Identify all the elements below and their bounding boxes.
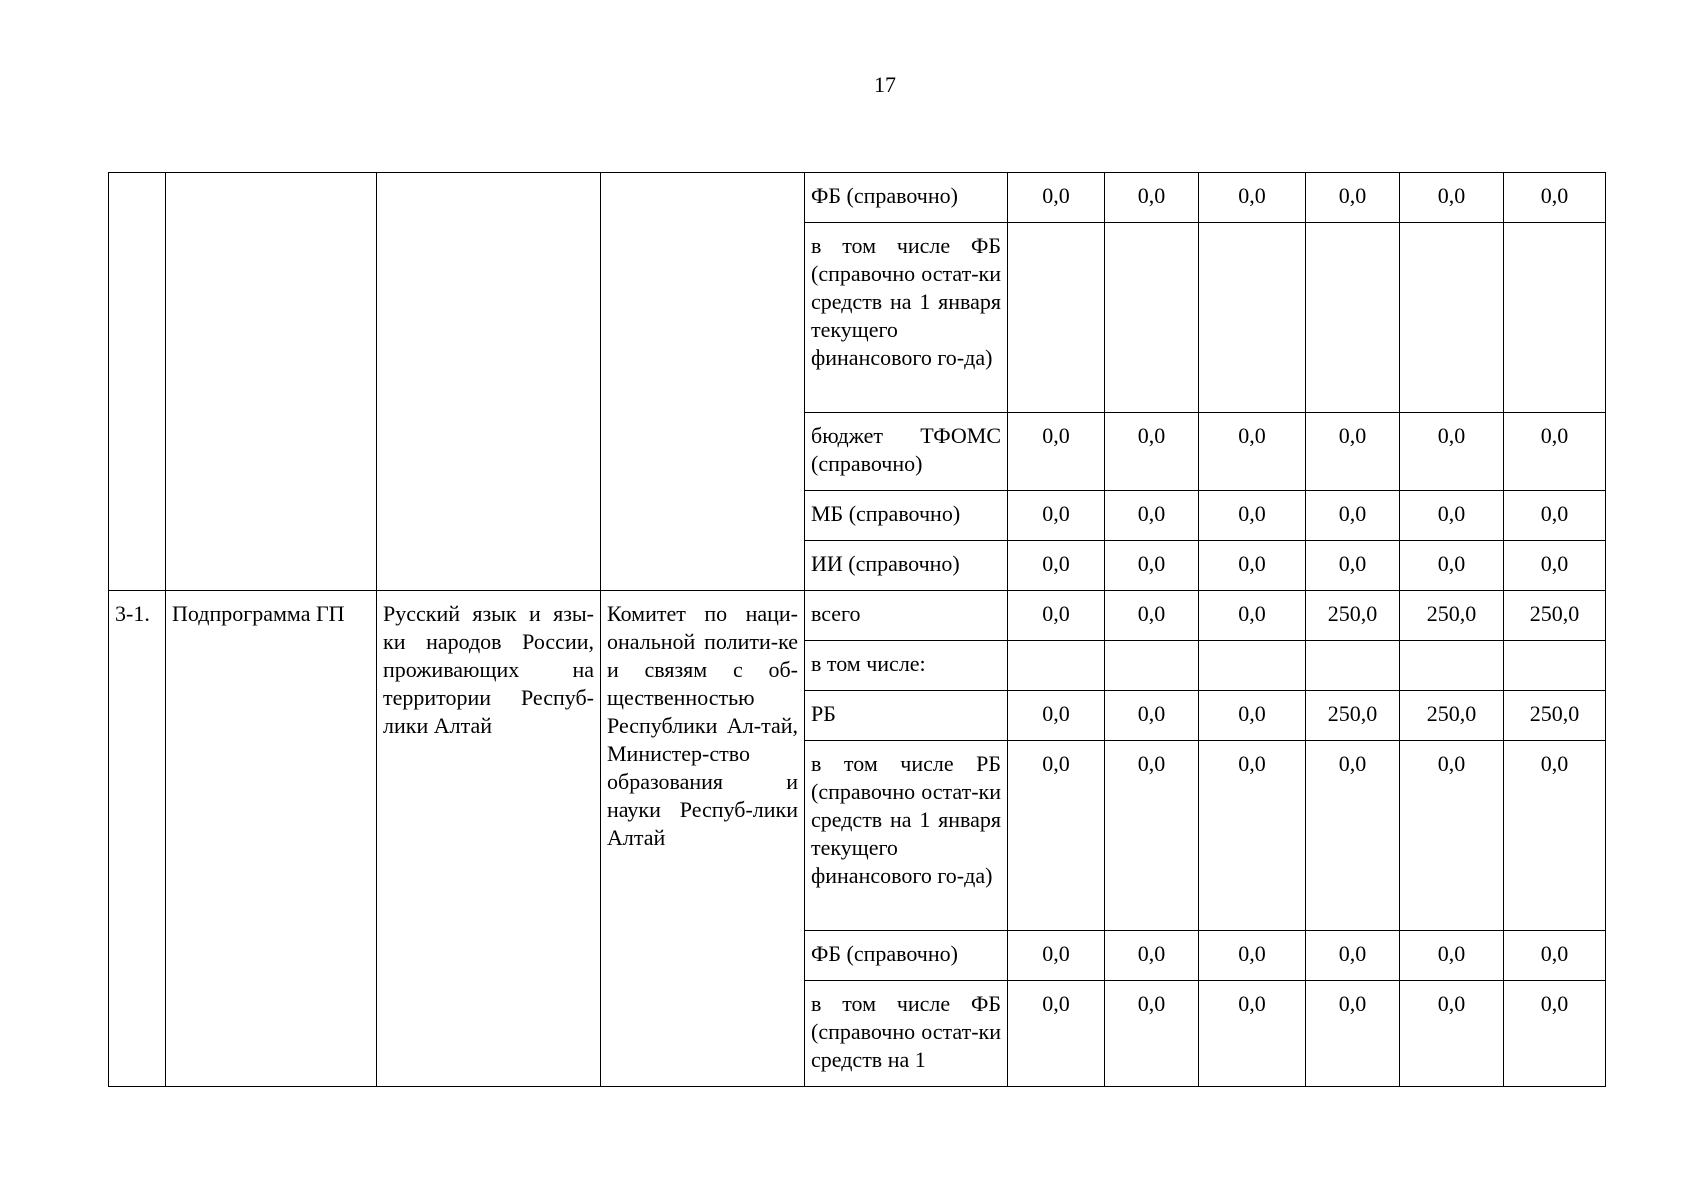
budget-table (108, 172, 1606, 1087)
table-row (109, 591, 1606, 641)
program-name-cell: Русский язык и язы-ки народов России, проживающих на территории Респуб-лики Алтай (377, 591, 601, 1087)
value-cell: 0,0 (1008, 413, 1105, 491)
value-cell: 0,0 (1504, 541, 1606, 591)
source-cell: ФБ (справочно) (805, 173, 1008, 223)
value-cell: 250,0 (1306, 691, 1400, 741)
value-cell: 0,0 (1008, 491, 1105, 541)
row-number-cell: 3-1. (109, 591, 166, 1087)
value-cell (1105, 641, 1199, 691)
value-cell (1105, 223, 1199, 413)
value-cell: 0,0 (1105, 173, 1199, 223)
value-cell: 0,0 (1199, 173, 1306, 223)
value-cell: 0,0 (1105, 741, 1199, 931)
source-cell: в том числе: (805, 641, 1008, 691)
value-cell: 0,0 (1008, 981, 1105, 1087)
value-cell: 0,0 (1306, 931, 1400, 981)
value-cell: 0,0 (1105, 491, 1199, 541)
value-cell (1504, 641, 1606, 691)
value-cell: 0,0 (1008, 173, 1105, 223)
value-cell: 0,0 (1199, 981, 1306, 1087)
value-cell: 0,0 (1306, 741, 1400, 931)
value-cell: 0,0 (1008, 691, 1105, 741)
value-cell: 0,0 (1400, 741, 1504, 931)
value-cell: 0,0 (1400, 981, 1504, 1087)
value-cell: 0,0 (1199, 691, 1306, 741)
program-type-cell: Подпрограмма ГП (166, 591, 377, 1087)
value-cell: 0,0 (1306, 541, 1400, 591)
value-cell: 0,0 (1199, 413, 1306, 491)
source-cell: ФБ (справочно) (805, 931, 1008, 981)
value-cell: 0,0 (1199, 541, 1306, 591)
value-cell: 0,0 (1105, 691, 1199, 741)
value-cell: 0,0 (1306, 173, 1400, 223)
value-cell: 0,0 (1008, 541, 1105, 591)
value-cell: 0,0 (1504, 981, 1606, 1087)
value-cell (1008, 641, 1105, 691)
value-cell: 0,0 (1199, 591, 1306, 641)
value-cell (1199, 223, 1306, 413)
source-cell: в том числе ФБ (справочно остат-ки средств на 1 января текущего финансового го-да) (805, 223, 1008, 413)
value-cell: 0,0 (1504, 741, 1606, 931)
source-cell: МБ (справочно) (805, 491, 1008, 541)
page-number: 17 (874, 72, 896, 97)
value-cell: 0,0 (1105, 413, 1199, 491)
value-cell: 250,0 (1504, 591, 1606, 641)
value-cell: 0,0 (1400, 931, 1504, 981)
value-cell: 0,0 (1400, 491, 1504, 541)
value-cell (1504, 223, 1606, 413)
executor-cell: Комитет по наци-ональной полити-ке и связям с об-щественностью Республики Ал-тай, Министер-ство образования и науки Респуб-лики Алтай (601, 591, 805, 1087)
value-cell (1008, 223, 1105, 413)
blank-cell (166, 173, 377, 591)
value-cell: 0,0 (1504, 413, 1606, 491)
value-cell (1400, 223, 1504, 413)
value-cell: 250,0 (1306, 591, 1400, 641)
value-cell: 0,0 (1105, 541, 1199, 591)
value-cell: 0,0 (1306, 491, 1400, 541)
source-cell: всего (805, 591, 1008, 641)
value-cell: 250,0 (1400, 591, 1504, 641)
value-cell: 0,0 (1199, 741, 1306, 931)
value-cell (1400, 641, 1504, 691)
blank-cell (377, 173, 601, 591)
value-cell: 0,0 (1400, 541, 1504, 591)
value-cell: 0,0 (1008, 741, 1105, 931)
source-cell: в том числе РБ (справочно остат-ки средств на 1 января текущего финансового го-да) (805, 741, 1008, 931)
value-cell: 0,0 (1306, 981, 1400, 1087)
source-cell: бюджет ТФОМС (справочно) (805, 413, 1008, 491)
value-cell: 0,0 (1008, 931, 1105, 981)
value-cell: 0,0 (1105, 931, 1199, 981)
value-cell: 0,0 (1105, 981, 1199, 1087)
value-cell: 0,0 (1306, 413, 1400, 491)
value-cell: 250,0 (1400, 691, 1504, 741)
source-cell: ИИ (справочно) (805, 541, 1008, 591)
value-cell: 0,0 (1504, 173, 1606, 223)
value-cell (1306, 223, 1400, 413)
value-cell: 0,0 (1199, 931, 1306, 981)
value-cell (1199, 641, 1306, 691)
value-cell: 0,0 (1400, 413, 1504, 491)
value-cell: 0,0 (1504, 491, 1606, 541)
blank-cell (601, 173, 805, 591)
source-cell: в том числе ФБ (справочно остат-ки средств на 1 (805, 981, 1008, 1087)
source-cell: РБ (805, 691, 1008, 741)
value-cell: 0,0 (1504, 931, 1606, 981)
value-cell: 250,0 (1504, 691, 1606, 741)
value-cell: 0,0 (1008, 591, 1105, 641)
table-row (109, 173, 1606, 223)
value-cell: 0,0 (1199, 491, 1306, 541)
blank-cell (109, 173, 166, 591)
value-cell: 0,0 (1400, 173, 1504, 223)
value-cell (1306, 641, 1400, 691)
value-cell: 0,0 (1105, 591, 1199, 641)
